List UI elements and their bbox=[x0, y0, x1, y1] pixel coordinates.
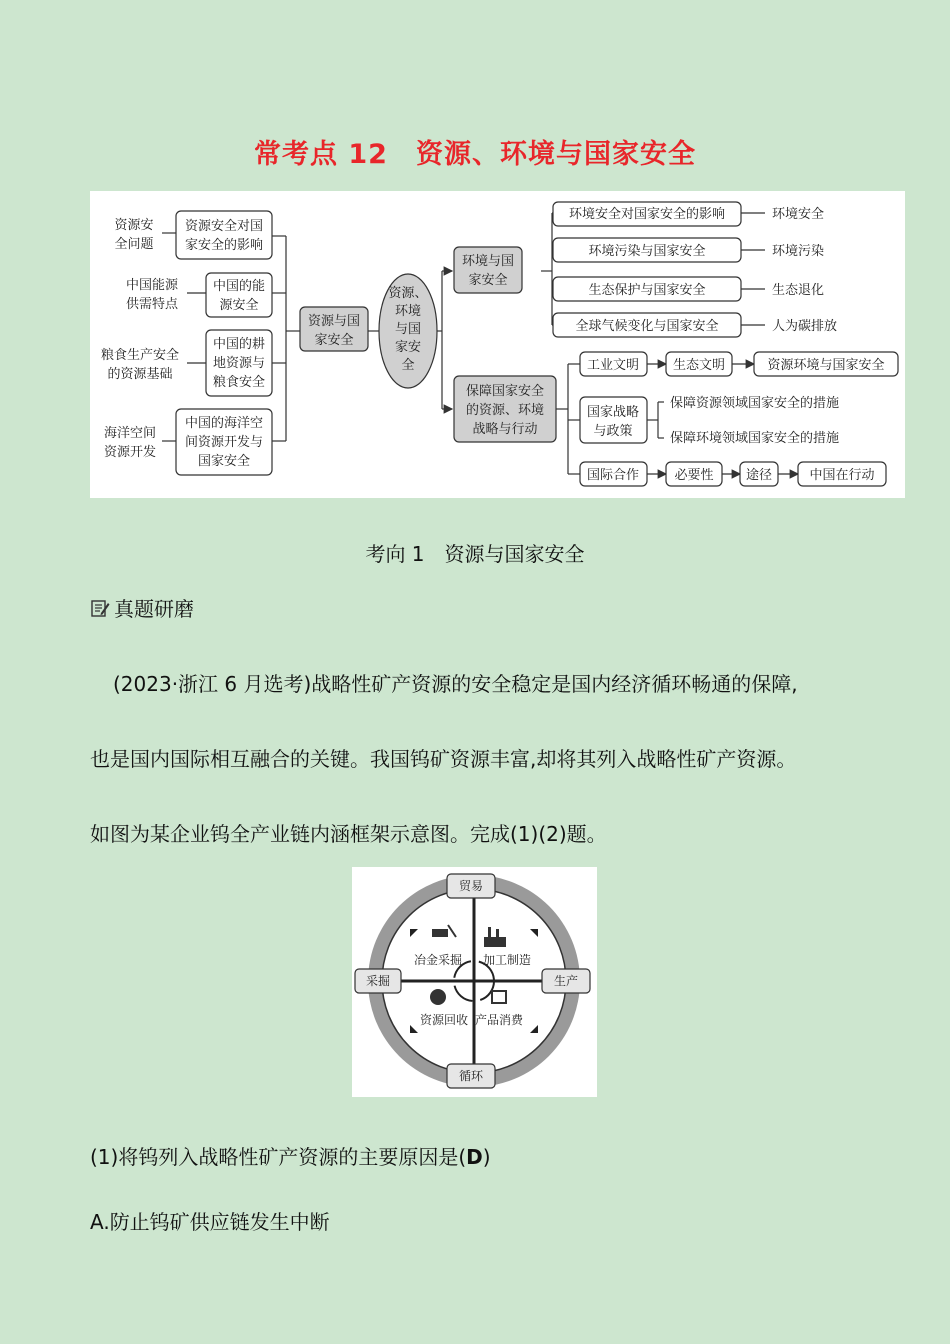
mm-row3-d: 中国在行动 bbox=[809, 468, 875, 483]
tungsten-industry-chain-diagram bbox=[352, 867, 597, 1097]
mm-issue-1: 资源安全问题 bbox=[114, 218, 154, 252]
paragraph-line-1: (2023·浙江 6 月选考)战略性矿产资源的安全稳定是国内经济循环畅通的保障, bbox=[113, 672, 798, 696]
wheel-q4: 产品消费 bbox=[474, 1013, 524, 1027]
subheading bbox=[90, 593, 194, 622]
mm-box-4: 中国的海洋空间资源开发与国家安全 bbox=[184, 416, 264, 469]
wheel-top-label: 贸易 bbox=[458, 879, 484, 893]
paragraph-line-3: 如图为某企业钨全产业链内涵框架示意图。完成(1)(2)题。 bbox=[90, 822, 607, 846]
option-a: A.防止钨矿供应链发生中断 bbox=[90, 1210, 330, 1234]
mm-box-2: 中国的能源安全 bbox=[212, 279, 266, 313]
mind-map-diagram bbox=[90, 191, 905, 498]
mm-issue-4: 海洋空间资源开发 bbox=[103, 426, 157, 460]
mm-row1-b: 生态文明 bbox=[672, 358, 726, 373]
wheel-right-label: 生产 bbox=[553, 974, 579, 988]
mm-env-box-3: 生态保护与国家安全 bbox=[588, 283, 706, 298]
mm-row3-a: 国际合作 bbox=[586, 468, 640, 483]
subheading-text: 真题研磨 bbox=[114, 597, 194, 621]
mm-row2-box: 国家战略与政策 bbox=[586, 405, 640, 439]
mm-env-box-4: 全球气候变化与国家安全 bbox=[575, 319, 719, 334]
mm-row1-a: 工业文明 bbox=[586, 358, 640, 373]
mm-env-main: 环境与国家安全 bbox=[461, 254, 515, 288]
section-title: 考向 1 资源与国家安全 bbox=[365, 542, 585, 566]
mm-issue-3: 粮食生产安全的资源基础 bbox=[100, 348, 180, 382]
mm-env-box-2: 环境污染与国家安全 bbox=[588, 244, 706, 259]
recycle-icon bbox=[430, 989, 446, 1005]
wheel-q3: 资源回收 bbox=[419, 1013, 469, 1027]
mm-center: 资源、环境与国家安全 bbox=[388, 286, 428, 373]
mm-row3-c: 途径 bbox=[745, 468, 773, 483]
mm-issue-2: 中国能源供需特点 bbox=[125, 278, 179, 312]
mm-env-tag-1: 环境安全 bbox=[772, 207, 825, 222]
mm-box-3: 中国的耕地资源与粮食安全 bbox=[212, 337, 266, 390]
mm-row2-item-2: 保障环境领域国家安全的措施 bbox=[670, 431, 840, 446]
mm-env-box-1: 环境安全对国家安全的影响 bbox=[568, 207, 726, 222]
mm-left-main: 资源与国家安全 bbox=[307, 314, 361, 348]
mm-env-tag-3: 生态退化 bbox=[772, 283, 825, 298]
mm-env-tag-2: 环境污染 bbox=[772, 244, 825, 259]
wheel-bottom-label: 循环 bbox=[458, 1069, 484, 1083]
wheel-q2: 加工制造 bbox=[482, 953, 532, 967]
wheel-left-label: 采掘 bbox=[365, 974, 391, 988]
page-title: 常考点 12 资源、环境与国家安全 bbox=[254, 139, 696, 170]
mm-box-1: 资源安全对国家安全的影响 bbox=[184, 219, 264, 253]
answer: D bbox=[466, 1145, 483, 1169]
question-1: (1)将钨列入战略性矿产资源的主要原因是(D) bbox=[90, 1145, 491, 1169]
paragraph-line-2: 也是国内国际相互融合的关键。我国钨矿资源丰富,却将其列入战略性矿产资源。 bbox=[90, 747, 797, 771]
mm-row1-c: 资源环境与国家安全 bbox=[767, 358, 885, 373]
mm-row2-item-1: 保障资源领域国家安全的措施 bbox=[670, 396, 840, 411]
edit-note-icon bbox=[90, 598, 110, 618]
mm-protect-main: 保障国家安全的资源、环境战略与行动 bbox=[465, 384, 545, 437]
mm-env-tag-4: 人为碳排放 bbox=[772, 319, 838, 334]
mm-row3-b: 必要性 bbox=[674, 468, 714, 483]
wheel-q1: 冶金采掘 bbox=[413, 953, 463, 967]
